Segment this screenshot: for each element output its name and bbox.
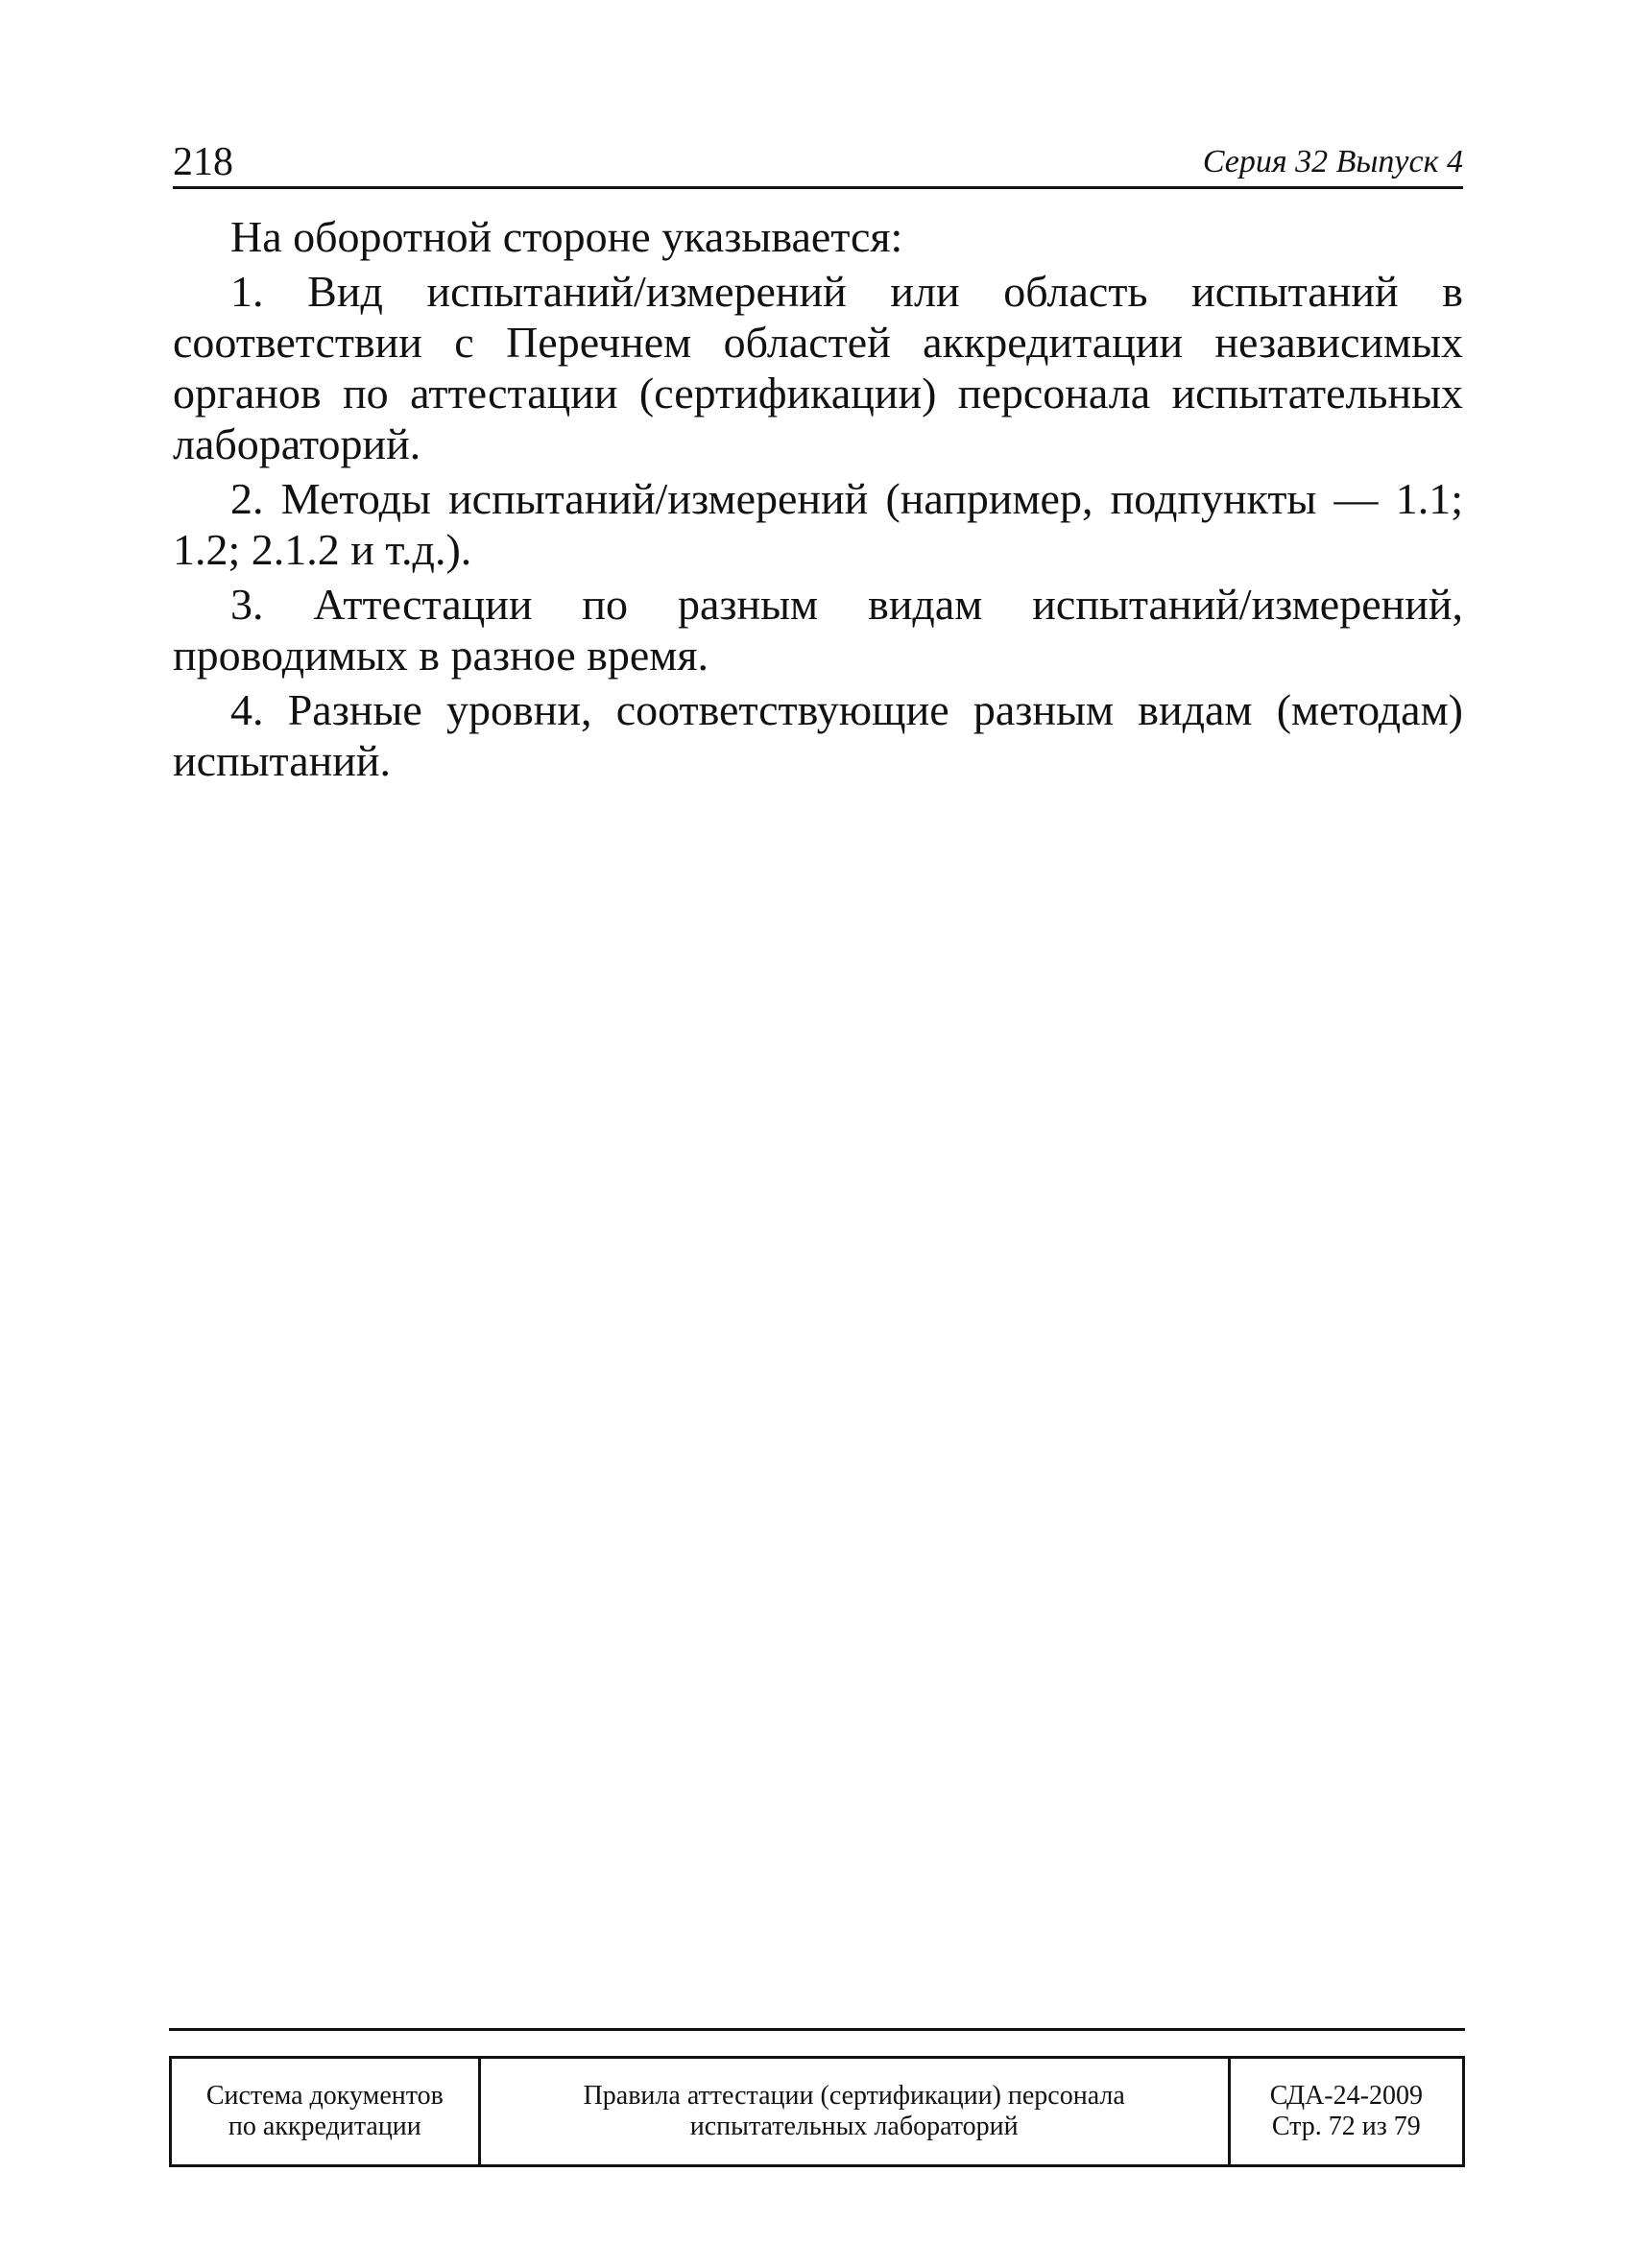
paragraph-item-2: 2. Методы испытаний/измерений (например, подпункты — 1.1; 1.2; 2.1.2 и т.д.).	[173, 474, 1463, 574]
body-text	[173, 211, 1463, 786]
footer-cell-code	[1229, 2058, 1463, 2166]
footer-page-of: Стр. 72 из 79	[1271, 2112, 1421, 2141]
footer-cell-system	[171, 2058, 480, 2166]
running-head: Серия 32 Выпуск 4	[1202, 144, 1463, 179]
footer-row	[171, 2058, 1464, 2166]
paragraph-item-4: 4. Разные уровни, соответствующие разным видам (методам) испытаний.	[173, 685, 1463, 785]
footer-system-line-2: по аккредитации	[228, 2112, 421, 2141]
paragraph-item-1: 1. Вид испытаний/измерений или область испытаний в соответствии с Перечнем областей аккредитации независимых органов по аттестации (сертификации) персонала испытательных лабораторий.	[173, 267, 1463, 468]
paragraph-intro: На оборотной стороне указывается:	[230, 212, 903, 261]
paragraph-item-3: 3. Аттестации по разным видам испытаний/измерений, проводимых в разное время.	[173, 580, 1463, 680]
footer-title-line-2: испытательных лабораторий	[689, 2112, 1019, 2141]
footer-title-line-1: Правила аттестации (сертификации) персонала	[583, 2081, 1125, 2111]
footer-cell-title	[479, 2058, 1229, 2166]
footer-table	[169, 2056, 1465, 2167]
footer-system-line-1: Система документов	[205, 2081, 444, 2111]
footer-doc-code: СДА-24-2009	[1269, 2081, 1423, 2111]
header-rule	[173, 186, 1463, 189]
footer-rule	[169, 2028, 1465, 2031]
page-number: 218	[173, 140, 233, 184]
